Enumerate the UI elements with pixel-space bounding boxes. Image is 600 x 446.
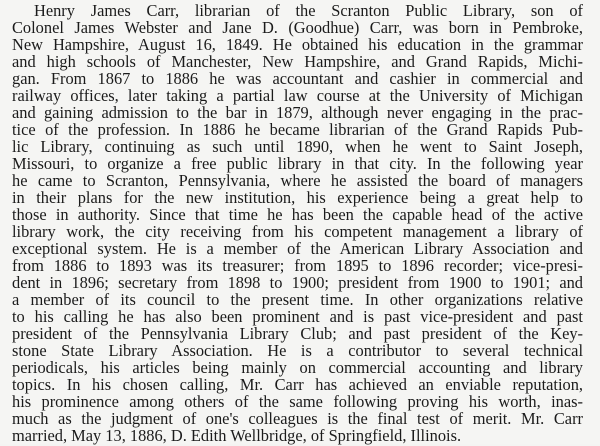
text-line: Henry James Carr, librarian of the Scranton Public Library, son of (34, 1, 583, 20)
text-line: exceptional system. He is a member of the American Library Association and (12, 239, 583, 258)
text-line: in their plans for the new institution, his experience being a great help to (12, 188, 583, 207)
text-line: railway offices, later taking a partial law course at the University of Michigan (12, 86, 583, 105)
text-line: and high schools of Manchester, New Hampshire, and Grand Rapids, Michi- (12, 52, 583, 71)
text-line: library work, the city receiving from his competent management a library of (12, 222, 583, 241)
text-line: New Hampshire, August 16, 1849. He obtained his education in the grammar (12, 35, 583, 54)
text-line: to his calling he has also been prominent and is past vice-president and past (12, 307, 583, 326)
text-line: stone State Library Association. He is a contributor to several technical (12, 341, 583, 360)
text-line: lic Library, continuing as such until 1890, when he went to Saint Joseph, (12, 137, 583, 156)
text-line: president of the Pennsylvania Library Club; and past president of the Key- (12, 324, 583, 343)
text-line: Colonel James Webster and Jane D. (Goodhue) Carr, was born in Pembroke, (12, 18, 583, 37)
text-line: from 1886 to 1893 was its treasurer; from 1895 to 1896 recorder; vice-presi- (12, 256, 583, 275)
text-line: topics. In his chosen calling, Mr. Carr has achieved an enviable reputation, (12, 375, 583, 394)
text-line: a member of its council to the present time. In other organizations relative (12, 290, 583, 309)
text-line: Missouri, to organize a free public library in that city. In the following year (12, 154, 583, 173)
text-line: tice of the profession. In 1886 he became librarian of the Grand Rapids Pub- (12, 120, 583, 139)
text-line: his prominence among others of the same following proving his worth, inas- (12, 392, 583, 411)
text-line: those in authority. Since that time he has been the capable head of the active (12, 205, 583, 224)
text-line: he came to Scranton, Pennsylvania, where he assisted the board of managers (12, 171, 583, 190)
text-line: married, May 13, 1886, D. Edith Wellbridge, of Springfield, Illinois. (12, 426, 462, 445)
text-line: periodicals, his articles being mainly on commercial accounting and library (12, 358, 583, 377)
text-line: and gaining admission to the bar in 1879, although never engaging in the prac- (12, 103, 583, 122)
text-line: gan. From 1867 to 1886 he was accountant and cashier in commercial and (12, 69, 583, 88)
text-line: dent in 1896; secretary from 1898 to 1900; president from 1900 to 1901; and (12, 273, 583, 292)
text-line: much as the judgment of one's colleagues is the final test of merit. Mr. Carr (12, 409, 583, 428)
